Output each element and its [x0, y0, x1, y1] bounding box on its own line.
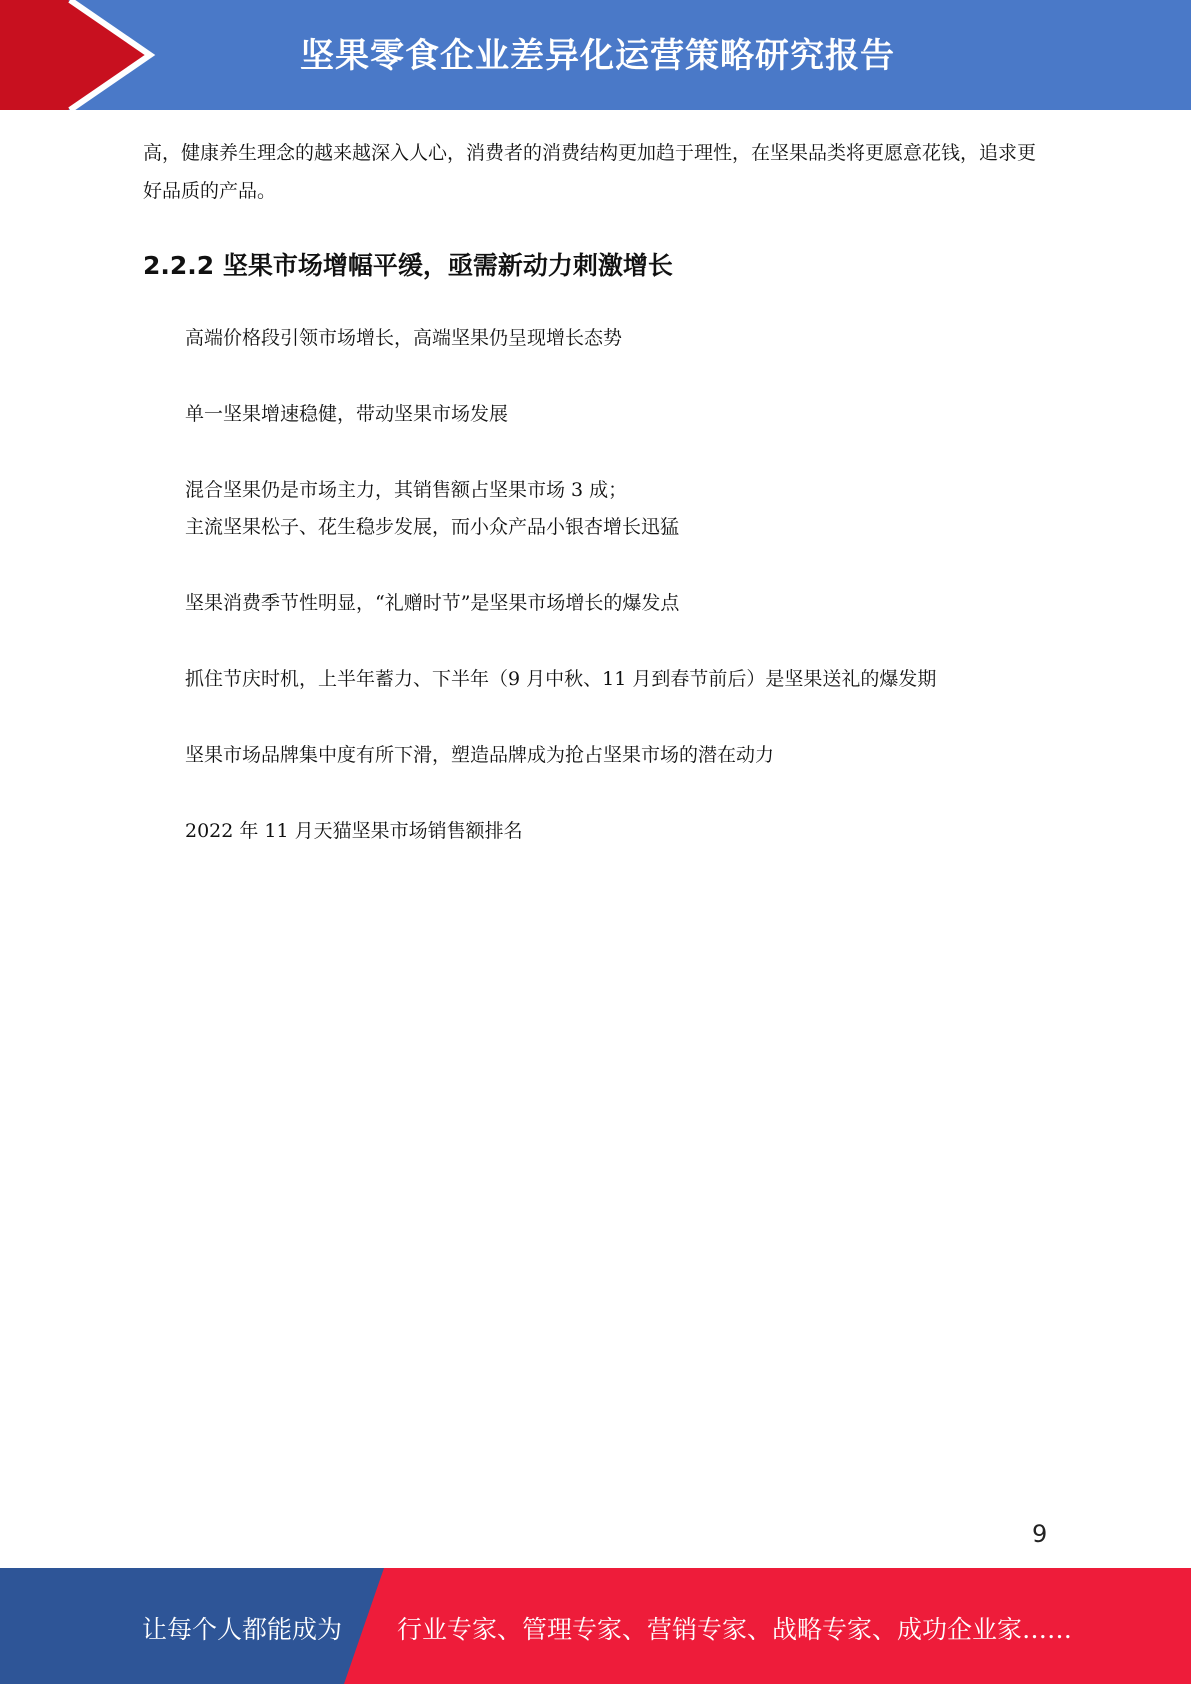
paragraph-line: 坚果市场品牌集中度有所下滑，塑造品牌成为抢占坚果市场的潜在动力: [185, 744, 775, 766]
footer-slogan-right: 行业专家、管理专家、营销专家、战略专家、成功企业家……: [397, 1615, 1073, 1644]
footer-slogan-left: 让每个人都能成为: [142, 1615, 343, 1644]
paragraph-2: [143, 396, 1043, 433]
section-heading: 2.2.2 坚果市场增幅平缓，亟需新动力刺激增长: [143, 251, 673, 280]
paragraph-1: [143, 320, 1043, 357]
report-title: 坚果零食企业差异化运营策略研究报告: [300, 36, 895, 76]
footer-banner: [0, 1568, 1191, 1684]
paragraph-4: [143, 585, 1043, 622]
paragraph-line: 坚果消费季节性明显，“礼赠时节”是坚果市场增长的爆发点: [185, 592, 680, 614]
paragraph-line: 混合坚果仍是市场主力，其销售额占坚果市场 3 成；: [185, 479, 628, 501]
paragraph-line: 抓住节庆时机，上半年蓄力、下半年（9 月中秋、11 月到春节前后）是坚果送礼的爆发期: [185, 668, 937, 690]
paragraph-3: [143, 472, 1043, 546]
paragraph-line: 主流坚果松子、花生稳步发展，而小众产品小银杏增长迅猛: [185, 516, 680, 538]
paragraph-6: [143, 737, 1043, 774]
paragraph-5: [143, 661, 1043, 698]
page-content: [143, 134, 1043, 850]
paragraph-line: 单一坚果增速稳健，带动坚果市场发展: [185, 403, 509, 425]
paragraph-7: [143, 813, 1043, 850]
paragraph-line: 2022 年 11 月天猫坚果市场销售额排名: [185, 820, 523, 842]
header-banner: [0, 0, 1191, 110]
chevron-arrow-icon: [0, 0, 160, 110]
intro-paragraph: 高，健康养生理念的越来越深入人心，消费者的消费结构更加趋于理性，在坚果品类将更愿意花钱，追求更好品质的产品。: [143, 142, 1037, 202]
page-number: 9: [1032, 1520, 1048, 1548]
paragraph-line: 高端价格段引领市场增长，高端坚果仍呈现增长态势: [185, 327, 623, 349]
